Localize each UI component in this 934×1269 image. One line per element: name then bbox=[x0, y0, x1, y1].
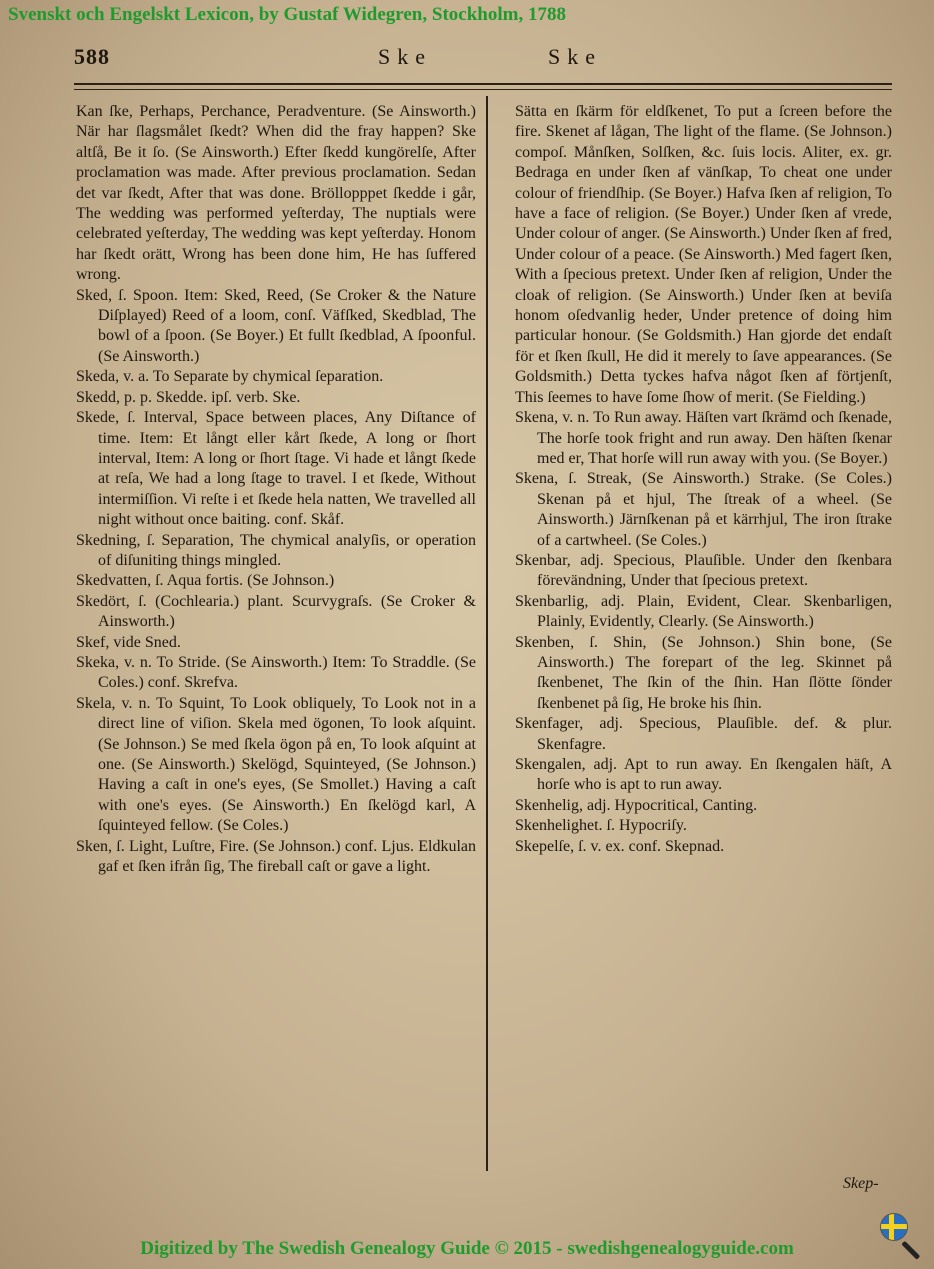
header-rule bbox=[74, 83, 892, 90]
running-head-right: Ske bbox=[548, 44, 602, 69]
dictionary-entry: Skenhelighet. ſ. Hypocriſy. bbox=[515, 817, 687, 835]
digitizer-banner-top: Svenskt och Engelskt Lexicon, by Gustaf Widegren, Stockholm, 1788 bbox=[8, 4, 566, 25]
left-column bbox=[76, 102, 476, 1142]
right-column bbox=[515, 102, 892, 1162]
running-head-left: Ske bbox=[378, 44, 432, 69]
dictionary-entry: Skepelſe, ſ. v. ex. conf. Skepnad. bbox=[515, 837, 725, 855]
digitizer-banner-bottom: Digitized by The Swedish Genealogy Guide © 2015 - swedishgenealogyguide.com bbox=[140, 1238, 794, 1259]
dictionary-entry: Skenben, ſ. Shin, (Se Johnson.) Shin bone, (Se Ainsworth.) The forepart of the leg. Skinnet på ſkenbenet, The ſkin of the ſhin. Han ſlötte ſönder ſkenbenet på ſig, He broke his ſhin. bbox=[515, 633, 892, 712]
dictionary-entry: Skedört, ſ. (Cochlearia.) plant. Scurvygraſs. (Se Croker & Ainsworth.) bbox=[76, 592, 476, 631]
column-divider bbox=[486, 96, 488, 1171]
dictionary-entry: Skengalen, adj. Apt to run away. En ſkengalen häſt, A horſe who is apt to run away. bbox=[515, 756, 892, 794]
dictionary-entry: Skenbar, adj. Specious, Plauſible. Under den ſkenbara förevändning, Under that ſpecious pretext. bbox=[515, 551, 892, 590]
dictionary-entry: Skela, v. n. To Squint, To Look obliquely, To Look not in a direct line of viſion. Skela med ögonen, To look aſquint. (Se Johnson.) Se med ſkela ögon på en, To look aſquint at one. (Se Ainsworth.) Skelögd, Squinteyed, (Se Johnson.) Having a caſt in one's eyes, (Se Smollet.) Having a caſt with one's eyes. (Se Ainsworth.) En ſkelögd karl, A ſquinteyed fellow. (Se Coles.) bbox=[76, 694, 476, 835]
dictionary-entry: Skeda, v. a. To Separate by chymical ſeparation. bbox=[76, 368, 384, 386]
dictionary-entry: Skenfager, adj. Specious, Plauſible. def. & plur. Skenfagre. bbox=[515, 715, 892, 753]
dictionary-entry: Skede, ſ. Interval, Space between places, Any Diſtance of time. Item: Et långt eller kårt ſkede, A long or ſhort interval, Item: A long or ſhort ſtage. Vi hade et långt ſkede at reſa, We had a long ſtage to travel. I et ſkede, Without intermiſſion. Vi reſte i et ſkede hela natten, We travelled all night without once baiting. conf. Skåf. bbox=[76, 409, 476, 529]
dictionary-entry: Skef, vide Sned. bbox=[76, 633, 181, 651]
dictionary-entry: Skena, ſ. Streak, (Se Ainsworth.) Strake. (Se Coles.) Skenan på et hjul, The ſtreak of a wheel. (Se Ainsworth.) Järnſkenan på et kärrhjul, The iron ſtrake of a cartwheel. (Se Coles.) bbox=[515, 470, 892, 549]
dictionary-entry: Sked, ſ. Spoon. Item: Sked, Reed, (Se Croker & the Nature Diſplayed) Reed of a loom, conſ. Väfſked, Skedblad, The bowl of a ſpoon. (Se Boyer.) Et fullt ſkedblad, A ſpoonful. (Se Ainsworth.) bbox=[76, 286, 476, 365]
swedish-flag-magnifier-icon bbox=[880, 1213, 908, 1241]
dictionary-entry: Kan ſke, Perhaps, Perchance, Peradventure. (Se Ainsworth.) När har ſlagsmålet ſkedt? When did the fray happen? Ske altſå, Be it ſo. (Se Ainsworth.) Efter ſkedd kungörelſe, After proclamation was made. After previous proclamation. Sedan det var ſkedt, After that was done. Bröllopppet ſkedde i går, The wedding was performed yeſterday, The nuptials were celebrated yeſterday, The wedding was kept yeſterday. Honom har ſkedt orätt, Wrong has been done him, He has ſuffered wrong. bbox=[76, 103, 476, 284]
dictionary-entry: Sken, ſ. Light, Luſtre, Fire. (Se Johnson.) conf. Ljus. Eldkulan gaf et ſken ifrån ſig, The fireball caſt or gave a light. bbox=[76, 837, 476, 876]
dictionary-entry: Skena, v. n. To Run away. Häſten vart ſkrämd och ſkenade, The horſe took fright and run away. Den häſten ſkenar med er, That horſe will run away with you. (Se Boyer.) bbox=[515, 409, 892, 467]
dictionary-entry: Skenbarlig, adj. Plain, Evident, Clear. Skenbarligen, Plainly, Evidently, Clearly. (Se Ainsworth.) bbox=[515, 592, 892, 631]
dictionary-entry: Skenhelig, adj. Hypocritical, Canting. bbox=[515, 796, 758, 814]
dictionary-entry: Sätta en ſkärm för eldſkenet, To put a ſcreen before the fire. Skenet af lågan, The light of the flame. (Se Johnson.) compoſ. Månſken, Solſken, &c. ſuis locis. Aliter, ex. gr. Bedraga en under ſken af vänſkap, To cheat one under colour of friendſhip. (Se Boyer.) Hafva ſken af religion, To have a face of religion. (Se Boyer.) Under ſken af vrede, Under colour of anger. (Se Ainsworth.) Under ſken af fred, Under colour of a peace. (Se Ainsworth.) Med fagert ſken, With a ſpecious pretext. Under ſken af religion, Under the cloak of religion. (Se Ainsworth.) Under ſken at beviſa honom oſedvanlig heder, Under pretence of doing him particular honour. (Se Goldsmith.) Han gjorde det endaſt för et ſken ſkull, He did it merely to ſave appearances. (Se Goldsmith.) Detta tyckes hafva något ſken af förtjenſt, This ſeemes to have ſome ſhow of merit. (Se Fielding.) bbox=[515, 103, 892, 406]
dictionary-entry: Skedning, ſ. Separation, The chymical analyſis, or operation of diſuniting things mingled. bbox=[76, 531, 476, 569]
catchword: Skep- bbox=[843, 1175, 879, 1192]
dictionary-entry: Skeka, v. n. To Stride. (Se Ainsworth.) Item: To Straddle. (Se Coles.) conf. Skrefva. bbox=[76, 653, 476, 692]
dictionary-entry: Skedd, p. p. Skedde. ipſ. verb. Ske. bbox=[76, 388, 301, 406]
page-number: 588 bbox=[74, 44, 110, 69]
dictionary-entry: Skedvatten, ſ. Aqua fortis. (Se Johnson.) bbox=[76, 572, 335, 590]
